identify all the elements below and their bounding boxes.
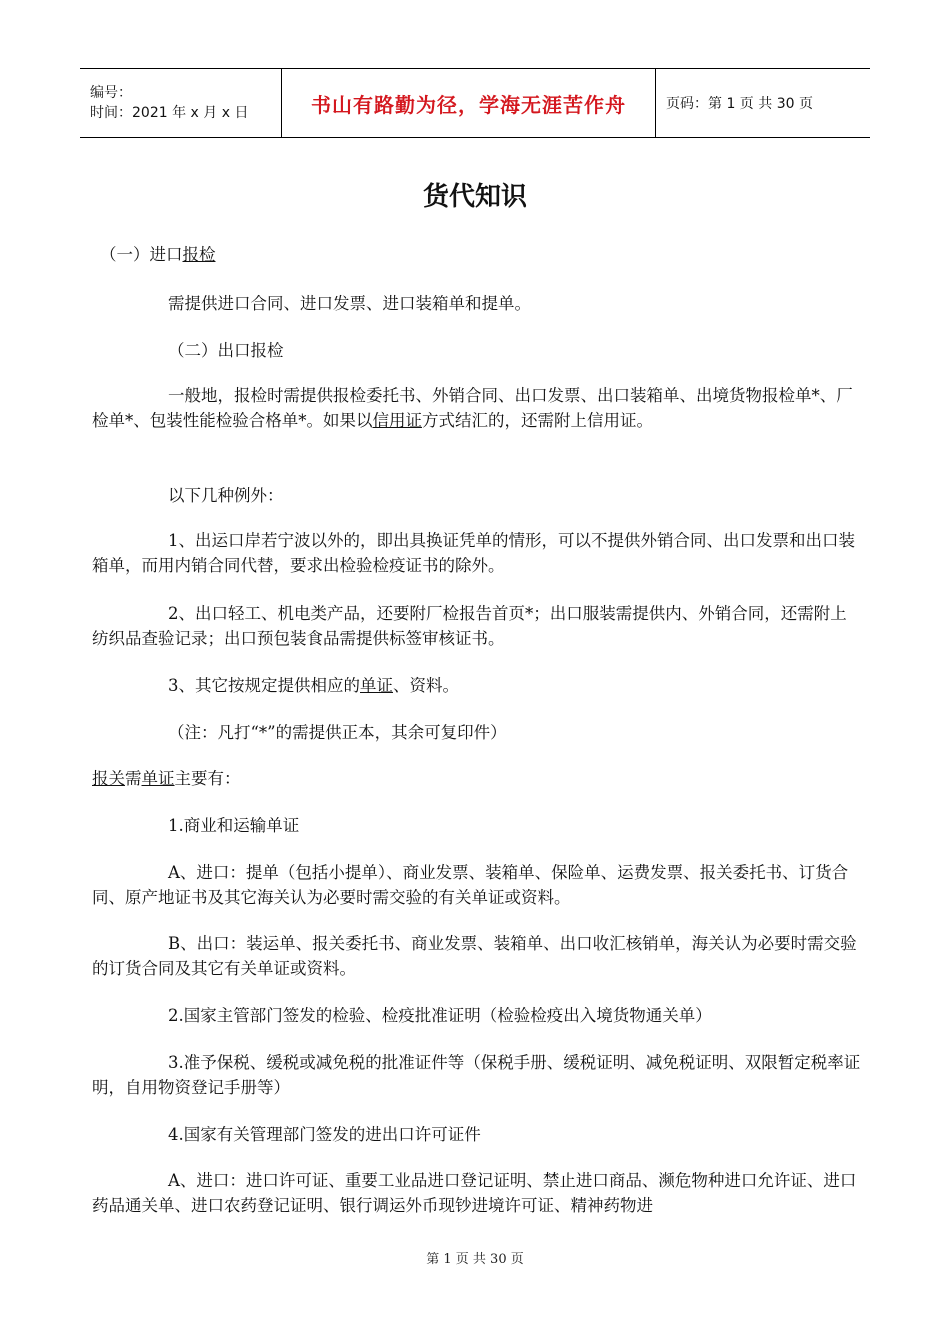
paragraph [168,673,459,698]
header-meta [80,69,282,137]
link-danzheng-2[interactable]: 单证 [141,769,175,788]
paragraph: 以下几种例外： [168,486,284,505]
motto: 书山有路勤为径，学海无涯苦作舟 [311,92,626,117]
list-item: 2.国家主管部门签发的检验、检疫批准证明（检验检疫出入境货物通关单） [168,1006,712,1025]
link-baojian[interactable]: 报检 [182,245,216,264]
page-title: 货代知识 [422,182,527,212]
link-baoguan[interactable]: 报关 [92,769,125,788]
list-item: 3.准予保税、缓税或减免税的批准证件等（保税手册、缓税证明、减免税证明、双限暂定税率证明，自用物资登记手册等） [92,1053,861,1097]
paragraph-text: 主要有： [174,769,241,788]
paragraph-text: 方式结汇的，还需附上信用证。 [422,411,653,430]
number-label: 编号： [90,85,132,101]
page-footer: 第 1 页 共 30 页 [426,1252,524,1267]
list-item: 1.商业和运输单证 [168,816,300,835]
paragraph: 2、出口轻工、机电类产品，还要附厂检报告首页*；出口服装需提供内、外销合同，还需附上纺织品查验记录；出口预包装食品需提供标签审核证书。 [92,604,847,648]
paragraph: A、进口：提单（包括小提单）、商业发票、装箱单、保险单、运费发票、报关委托书、订货合同、原产地证书及其它海关认为必要时需交验的有关单证或资料。 [92,863,849,907]
paragraph [92,383,862,433]
section-heading-text: （一）进口 [100,245,183,264]
section-export-inspection: （二）出口报检 [168,341,284,360]
section-import-inspection [100,242,216,267]
paragraph-text: 3、其它按规定提供相应的 [168,676,360,695]
paragraph-text: 需 [125,769,142,788]
document-header [80,68,870,138]
paragraph-text: 、资料。 [393,676,459,695]
header-motto-cell [282,69,656,137]
paragraph: 1、出运口岸若宁波以外的，即出具换证凭单的情形，可以不提供外销合同、出口发票和出口装箱单，而用内销合同代替，要求出检验检疫证书的除外。 [92,531,855,575]
list-item: 4.国家有关管理部门签发的进出口许可证件 [168,1125,481,1144]
header-page-info [656,69,870,137]
page-info: 页码：第 1 页 共 30 页 [666,96,813,112]
time-label: 时间：2021 年 x 月 x 日 [90,105,249,121]
note: （注：凡打“*”的需提供正本，其余可复印件） [168,723,507,742]
paragraph: A、进口：进口许可证、重要工业品进口登记证明、禁止进口商品、濒危物种进口允许证、进口药品通关单、进口农药登记证明、银行调运外币现钞进境许可证、精神药物进 [92,1171,857,1215]
paragraph: 需提供进口合同、进口发票、进口装箱单和提单。 [168,294,531,313]
link-letter-of-credit[interactable]: 信用证 [372,411,422,430]
paragraph-text: 一般地，报检时需提供报检委托书、外销合同、出口发票、出口装箱单、出境货物报检单*、厂检单*、包装性能检验合格单*。如果以 [92,386,853,430]
paragraph: B、出口：装运单、报关委托书、商业发票、装箱单、出口收汇核销单，海关认为必要时需交验的订货合同及其它有关单证或资料。 [92,934,857,978]
customs-documents-heading [92,766,241,791]
link-danzheng[interactable]: 单证 [360,676,393,695]
